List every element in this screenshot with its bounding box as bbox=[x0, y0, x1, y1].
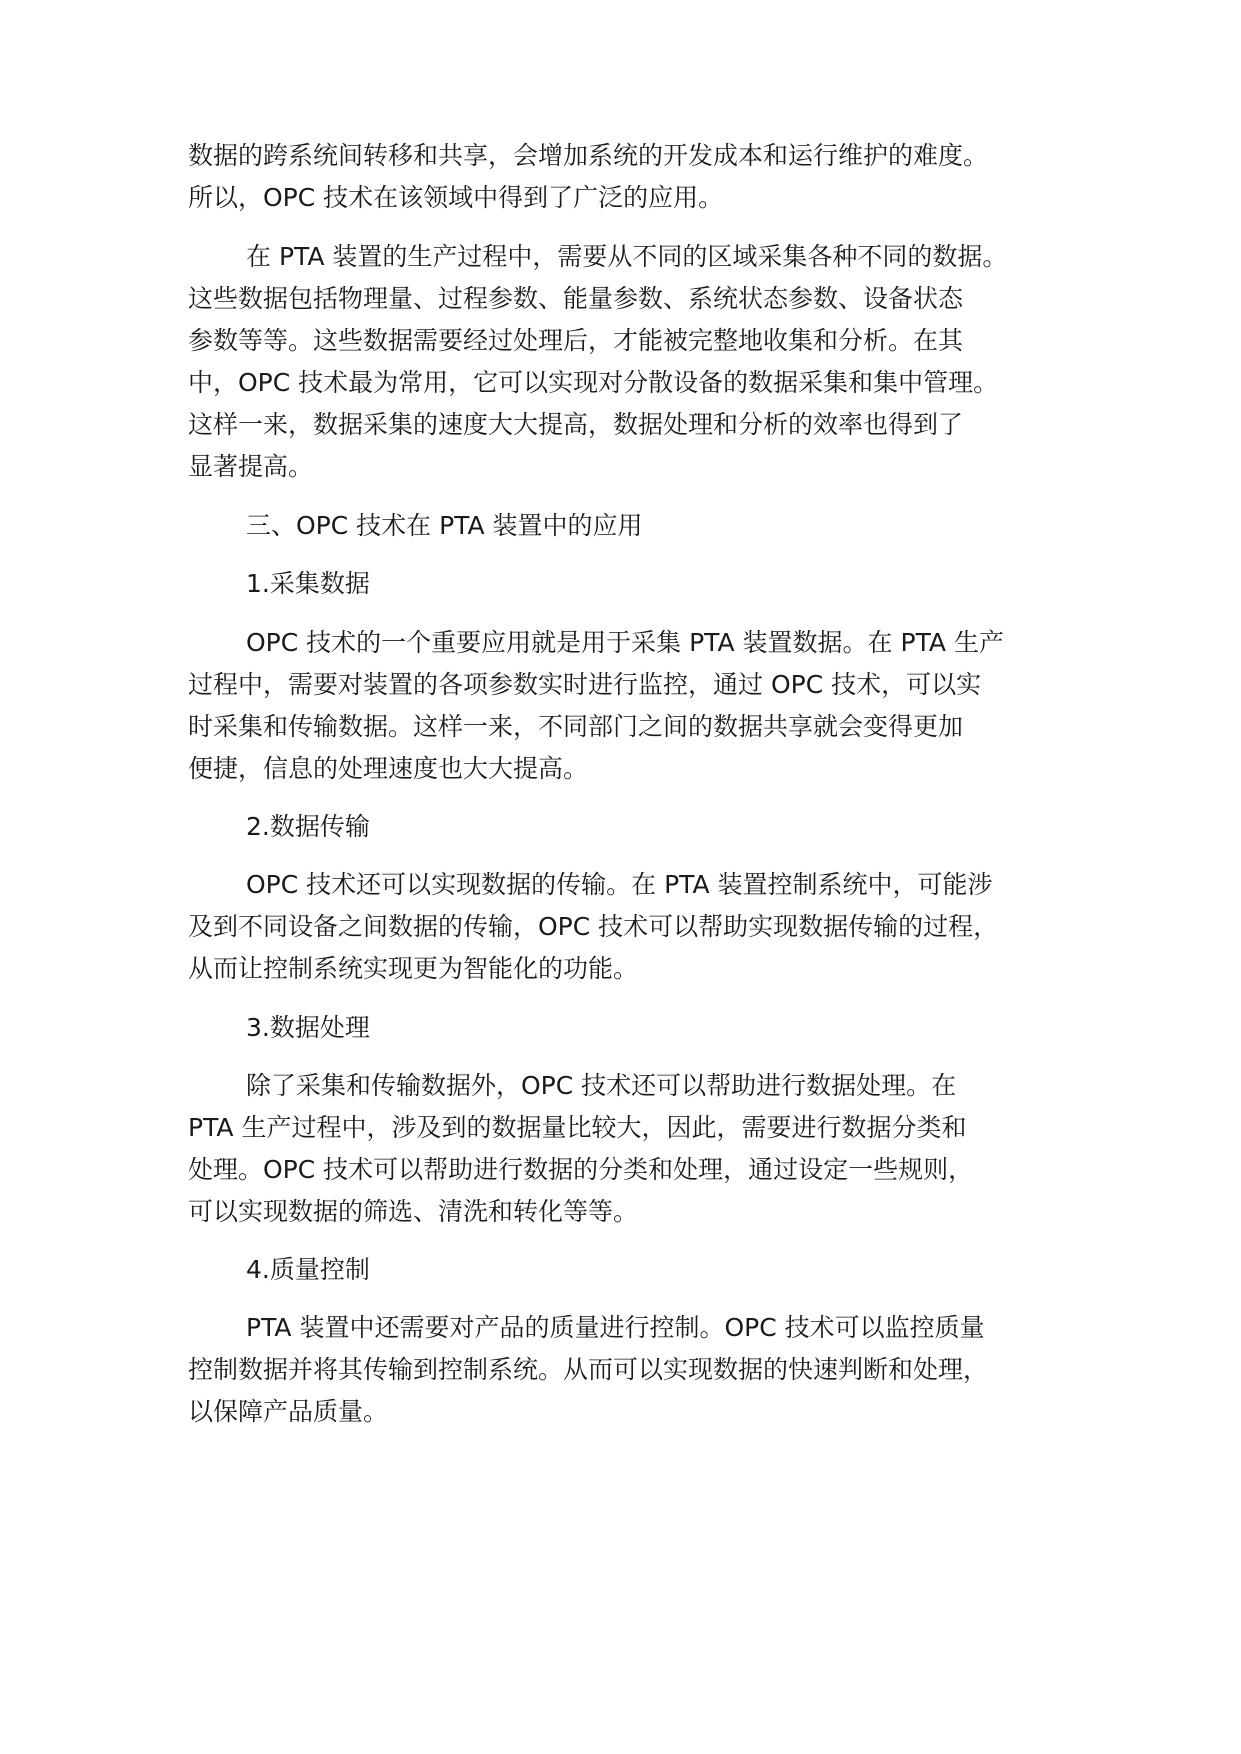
paragraph-1-line-2: 所以，OPC 技术在该领域中得到了广泛的应用。 bbox=[188, 183, 724, 212]
paragraph-6-line-3: 以保障产品质量。 bbox=[188, 1397, 389, 1426]
paragraph-4-line-3: 从而让控制系统实现更为智能化的功能。 bbox=[188, 954, 639, 983]
paragraph-5-line-1: 除了采集和传输数据外，OPC 技术还可以帮助进行数据处理。在 bbox=[246, 1071, 957, 1100]
section-heading: 三、OPC 技术在 PTA 装置中的应用 bbox=[246, 511, 643, 540]
paragraph-2-line-6: 显著提高。 bbox=[188, 452, 314, 481]
paragraph-2-line-1: 在 PTA 装置的生产过程中，需要从不同的区域采集各种不同的数据。 bbox=[246, 242, 1008, 271]
paragraph-2-line-2: 这些数据包括物理量、过程参数、能量参数、系统状态参数、设备状态 bbox=[188, 284, 964, 313]
paragraph-5-line-4: 可以实现数据的筛选、清洗和转化等等。 bbox=[188, 1197, 639, 1226]
paragraph-3-line-4: 便捷，信息的处理速度也大大提高。 bbox=[188, 754, 589, 783]
subheading-4: 4.质量控制 bbox=[246, 1255, 370, 1284]
paragraph-1-line-1: 数据的跨系统间转移和共享，会增加系统的开发成本和运行维护的难度。 bbox=[188, 141, 989, 170]
paragraph-6-line-1: PTA 装置中还需要对产品的质量进行控制。OPC 技术可以监控质量 bbox=[246, 1313, 985, 1342]
subheading-1: 1.采集数据 bbox=[246, 569, 370, 598]
subheading-3: 3.数据处理 bbox=[246, 1013, 370, 1042]
paragraph-2-line-5: 这样一来，数据采集的速度大大提高，数据处理和分析的效率也得到了 bbox=[188, 410, 964, 439]
paragraph-5-line-2: PTA 生产过程中，涉及到的数据量比较大，因此，需要进行数据分类和 bbox=[188, 1113, 967, 1142]
paragraph-6-line-2: 控制数据并将其传输到控制系统。从而可以实现数据的快速判断和处理， bbox=[188, 1355, 989, 1384]
paragraph-3-line-3: 时采集和传输数据。这样一来，不同部门之间的数据共享就会变得更加 bbox=[188, 712, 964, 741]
paragraph-4-line-1: OPC 技术还可以实现数据的传输。在 PTA 装置控制系统中，可能涉 bbox=[246, 870, 993, 899]
paragraph-5-line-3: 处理。OPC 技术可以帮助进行数据的分类和处理，通过设定一些规则， bbox=[188, 1155, 974, 1184]
paragraph-4-line-2: 及到不同设备之间数据的传输，OPC 技术可以帮助实现数据传输的过程， bbox=[188, 912, 999, 941]
paragraph-3-line-1: OPC 技术的一个重要应用就是用于采集 PTA 装置数据。在 PTA 生产 bbox=[246, 628, 1004, 657]
paragraph-2-line-4: 中，OPC 技术最为常用，它可以实现对分散设备的数据采集和集中管理。 bbox=[188, 368, 999, 397]
paragraph-2-line-3: 参数等等。这些数据需要经过处理后，才能被完整地收集和分析。在其 bbox=[188, 326, 964, 355]
paragraph-3-line-2: 过程中，需要对装置的各项参数实时进行监控，通过 OPC 技术，可以实 bbox=[188, 670, 982, 699]
subheading-2: 2.数据传输 bbox=[246, 812, 370, 841]
